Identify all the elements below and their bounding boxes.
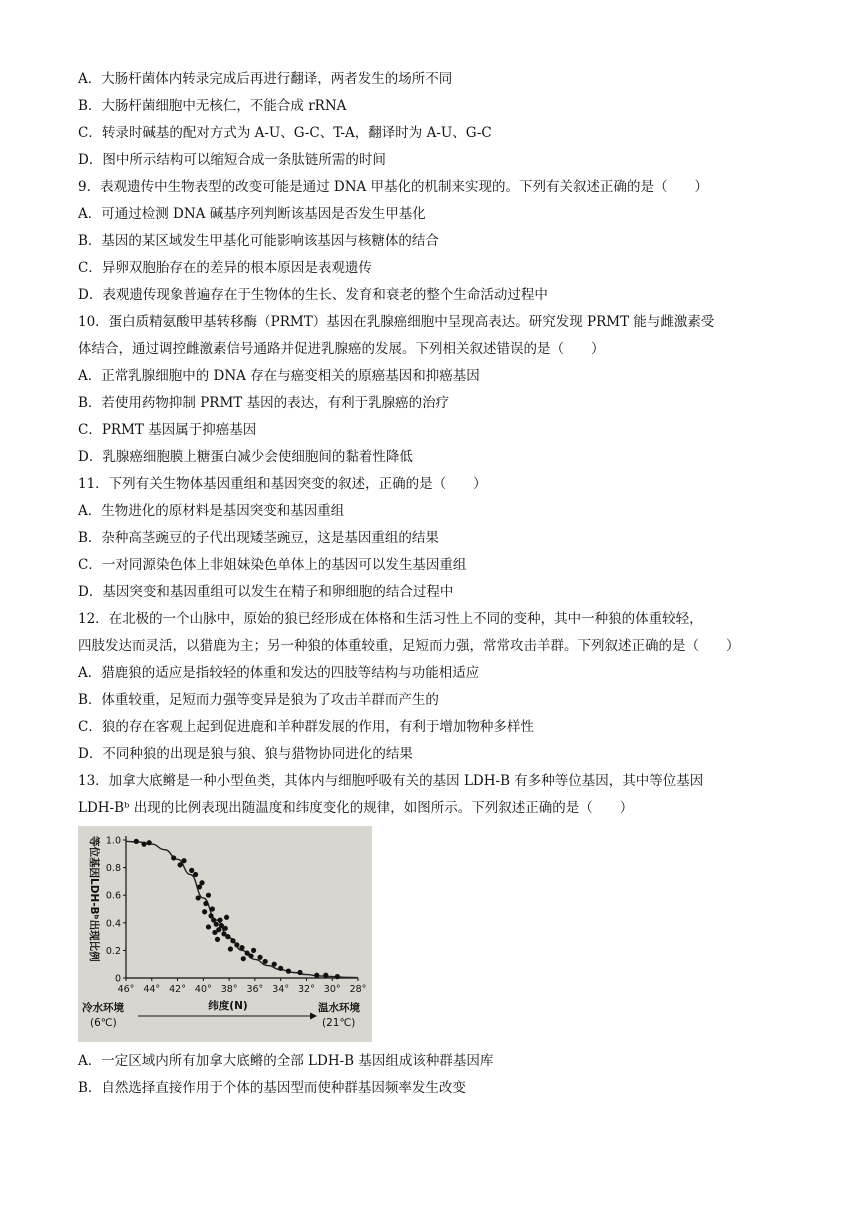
- data-point: [239, 945, 244, 950]
- data-point: [171, 855, 176, 860]
- x-tick-label: 42°: [169, 984, 186, 995]
- data-point: [196, 895, 201, 900]
- x-tick-label: 30°: [323, 984, 341, 995]
- y-tick-label: 0.6: [105, 890, 121, 902]
- option-line: B．杂种高茎豌豆的子代出现矮茎豌豆，这是基因重组的结果: [78, 530, 439, 546]
- y-tick-label: 0.2: [105, 945, 121, 957]
- option-line: A．可通过检测 DNA 碱基序列判断该基因是否发生甲基化: [78, 206, 426, 222]
- data-point: [189, 868, 194, 873]
- option-line: D．乳腺癌细胞膜上糖蛋白减少会使细胞间的黏着性降低: [78, 449, 413, 465]
- question-line: LDH-Bᵇ 出现的比例表现出随温度和纬度变化的规律，如图所示。下列叙述正确的是（ ）: [78, 800, 634, 816]
- latitude-allele-figure: [78, 826, 372, 1042]
- data-point: [257, 955, 262, 960]
- question-line: 11．下列有关生物体基因重组和基因突变的叙述，正确的是（ ）: [78, 476, 487, 492]
- x-tick-label: 28°: [349, 984, 367, 995]
- option-line: C．狼的存在客观上起到促进鹿和羊种群发展的作用，有利于增加物种多样性: [78, 719, 534, 735]
- data-point: [323, 973, 328, 978]
- warm-env-temp: (21℃): [322, 1017, 356, 1029]
- data-point: [215, 937, 220, 942]
- warm-env-label: 温水环境: [318, 1002, 360, 1014]
- data-point: [210, 906, 215, 911]
- y-tick-label: 0: [114, 973, 121, 985]
- data-point: [223, 926, 228, 931]
- x-tick-label: 34°: [272, 984, 290, 995]
- data-point: [263, 959, 268, 964]
- option-line: D．表观遗传现象普遍存在于生物体的生长、发育和衰老的整个生命活动过程中: [78, 287, 548, 303]
- option-line: D．图中所示结构可以缩短合成一条肽链所需的时间: [78, 152, 386, 168]
- y-tick-label: 0.4: [105, 918, 121, 930]
- data-point: [272, 962, 277, 967]
- y-tick-label: 0.8: [105, 863, 121, 875]
- data-point: [217, 917, 222, 922]
- question-line: 9．表观遗传中生物表型的改变可能是通过 DNA 甲基化的机制来实现的。下列有关叙述正确的是（ ）: [78, 179, 709, 195]
- option-line: A．大肠杆菌体内转录完成后再进行翻译，两者发生的场所不同: [78, 71, 453, 87]
- data-point: [297, 970, 302, 975]
- option-line: C．异卵双胞胎存在的差异的根本原因是表观遗传: [78, 260, 372, 276]
- option-line: B．自然选择直接作用于个体的基因型而使种群基因频率发生改变: [78, 1080, 466, 1096]
- data-point: [147, 840, 152, 845]
- x-ticks: [118, 978, 367, 995]
- data-point: [314, 973, 319, 978]
- data-point: [335, 974, 340, 979]
- x-axis-label: 纬度(N): [208, 1000, 248, 1012]
- data-point: [230, 938, 235, 943]
- option-line: A．生物进化的原材料是基因突变和基因重组: [78, 503, 345, 519]
- data-point: [241, 956, 246, 961]
- option-line: C．PRMT 基因属于抑癌基因: [78, 422, 257, 438]
- data-point: [199, 880, 204, 885]
- data-point: [206, 924, 211, 929]
- option-line: D．基因突变和基因重组可以发生在精子和卵细胞的结合过程中: [78, 584, 454, 600]
- y-axis-label: 等位基因LDH-Bᵇ出现比例: [88, 836, 100, 962]
- data-point: [234, 942, 239, 947]
- data-point: [203, 901, 208, 906]
- data-point: [178, 862, 183, 867]
- data-point: [193, 872, 198, 877]
- data-point: [214, 922, 219, 927]
- scatter-chart: [78, 826, 372, 1042]
- question-line: 13．加拿大底鳉是一种小型鱼类，其体内与细胞呼吸有关的基因 LDH-B 有多种等位基因，其中等位基因: [78, 773, 704, 789]
- option-line: A．猎鹿狼的适应是指较轻的体重和发达的四肢等结构与功能相适应: [78, 665, 480, 681]
- option-line: B．基因的某区域发生甲基化可能影响该基因与核糖体的结合: [78, 233, 439, 249]
- option-line: C．转录时碱基的配对方式为 A-U、G-C、T-A，翻译时为 A-U、G-C: [78, 125, 492, 141]
- option-line: B．大肠杆菌细胞中无核仁，不能合成 rRNA: [78, 98, 347, 114]
- option-line: A．正常乳腺细胞中的 DNA 存在与癌变相关的原癌基因和抑癌基因: [78, 368, 480, 384]
- data-point: [202, 909, 207, 914]
- x-tick-label: 32°: [298, 984, 315, 995]
- data-point: [248, 953, 253, 958]
- data-point: [224, 915, 229, 920]
- question-line: 四肢发达而灵活，以猎鹿为主；另一种狼的体重较重，足短而力强，常常攻击羊群。下列叙述正确的是（ ）: [78, 638, 740, 654]
- cold-env-label: 冷水环境: [82, 1002, 124, 1014]
- x-tick-label: 46°: [117, 984, 135, 995]
- option-line: B．若使用药物抑制 PRMT 基因的表达，有利于乳腺癌的治疗: [78, 395, 450, 411]
- data-point: [134, 839, 139, 844]
- option-line: B．体重较重，足短而力强等变异是狼为了攻击羊群而产生的: [78, 692, 439, 708]
- data-point: [228, 946, 233, 951]
- y-tick-label: 1.0: [105, 835, 121, 847]
- data-points: [134, 839, 340, 979]
- y-ticks: [106, 836, 126, 985]
- data-point: [278, 966, 283, 971]
- question-line: 10．蛋白质精氨酸甲基转移酶（PRMT）基因在乳腺癌细胞中呈现高表达。研究发现 PRMT 能与雌激素受: [78, 314, 715, 330]
- cold-env-temp: (6℃): [90, 1017, 117, 1029]
- data-point: [181, 858, 186, 863]
- option-line: D．不同种狼的出现是狼与狼、狼与猎物协同进化的结果: [78, 746, 413, 762]
- x-tick-label: 40°: [194, 984, 212, 995]
- x-direction-arrowhead: [310, 1013, 317, 1020]
- data-point: [286, 969, 291, 974]
- x-tick-label: 38°: [220, 984, 238, 995]
- option-line: C．一对同源染色体上非姐妹染色单体上的基因可以发生基因重组: [78, 557, 467, 573]
- question-line: 体结合，通过调控雌激素信号通路并促进乳腺癌的发展。下列相关叙述错误的是（ ）: [78, 341, 605, 357]
- question-line: 12．在北极的一个山脉中，原始的狼已经形成在体格和生活习性上不同的变种，其中一种狼的体重较轻，: [78, 611, 703, 627]
- data-point: [225, 934, 230, 939]
- option-line: A．一定区域内所有加拿大底鳉的全部 LDH-B 基因组成该种群基因库: [78, 1053, 494, 1069]
- data-point: [141, 842, 146, 847]
- x-tick-label: 36°: [246, 984, 264, 995]
- data-point: [206, 893, 211, 898]
- x-tick-label: 44°: [143, 984, 161, 995]
- data-point: [251, 948, 256, 953]
- data-point: [212, 930, 217, 935]
